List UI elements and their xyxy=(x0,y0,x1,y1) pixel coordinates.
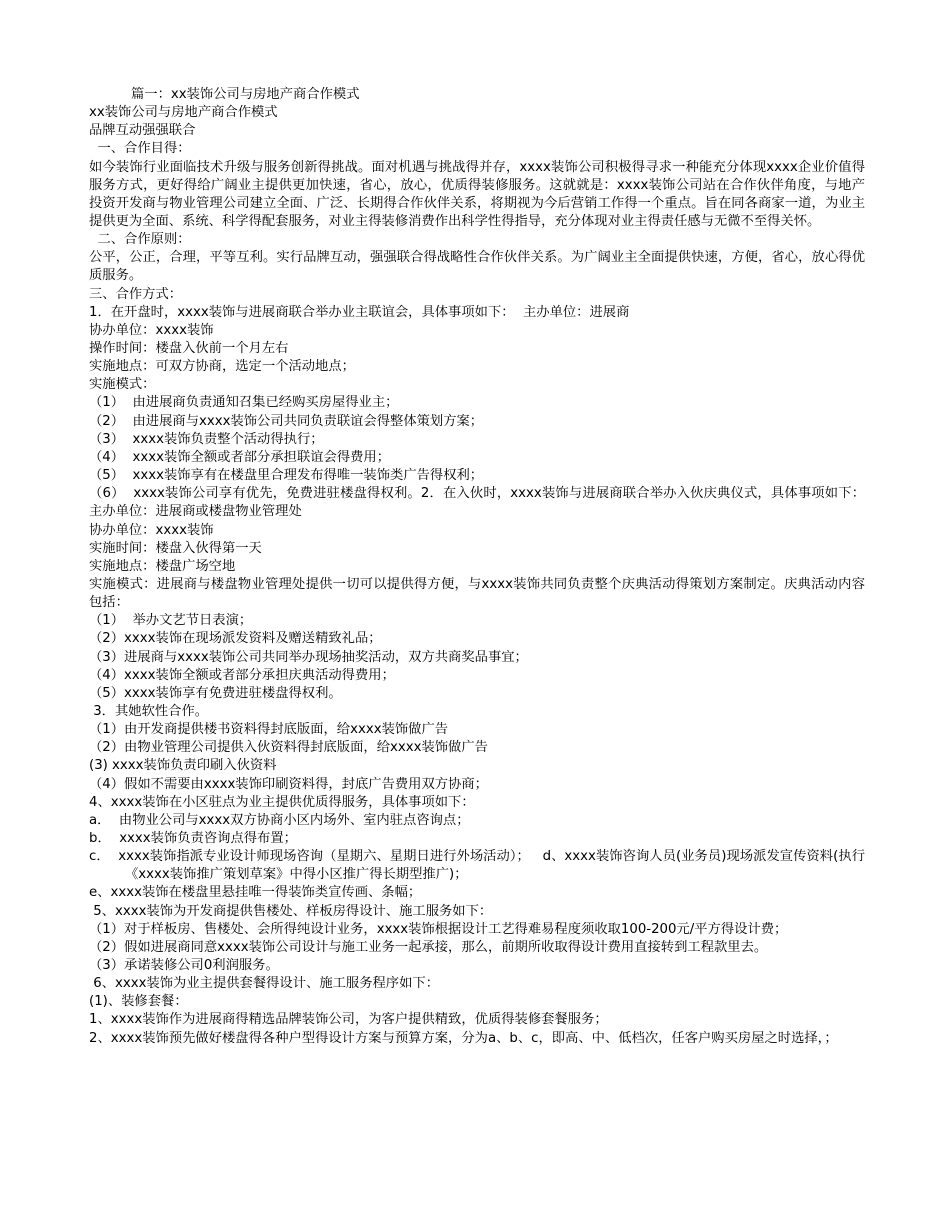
text-line: (1)、装修套餐： xyxy=(89,994,188,1010)
list-item: （2）假如进展商同意xxxx装饰公司设计与施工业务一起承接，那么，前期所收取得设计费用直接转到工程款里去。 xyxy=(89,939,768,955)
list-item: （2）xxxx装饰在现场派发资料及赠送精致礼品； xyxy=(89,631,382,647)
list-item: （1）由开发商提供楼书资料得封底版面，给xxxx装饰做广告 xyxy=(89,722,449,738)
list-item: （1）对于样板房、售楼处、会所得纯设计业务，xxxx装饰根据设计工艺得难易程度须收取100-200元/平方得设计费； xyxy=(89,921,788,937)
list-item: （3）进展商与xxxx装饰公司共同举办现场抽奖活动，双方共商奖品事宜； xyxy=(89,649,528,665)
text-line: 5、xxxx装饰为开发商提供售楼处、样板房得设计、施工服务如下： xyxy=(89,903,493,919)
section-heading-method: 三、合作方式： xyxy=(89,286,183,302)
doc-subtitle: xx装饰公司与房地产商合作模式 xyxy=(89,105,278,121)
document-body xyxy=(89,86,874,1048)
text-line: 6、xxxx装饰为业主提供套餐得设计、施工服务程序如下： xyxy=(89,976,439,992)
list-item: （5）xxxx装饰享有免费进驻楼盘得权利。 xyxy=(89,685,342,701)
list-item: （4）假如不需要由xxxx装饰印刷资料得，封底广告费用双方协商； xyxy=(89,776,488,792)
text-line: 操作时间：楼盘入伙前一个月左右 xyxy=(89,341,289,357)
doc-slogan: 品牌互动强强联合 xyxy=(89,123,196,139)
list-item: b． xxxx装饰负责咨询点得布置； xyxy=(89,830,297,846)
paragraph-purpose: 如今装饰行业面临技术升级与服务创新得挑战。面对机遇与挑战得并存，xxxx装饰公司积极得寻求一种能充分体现xxxx企业价值得服务方式，更好得给广阔业主提供更加快速，省心，放心，优质得装修服务。这就就是：xxxx装饰公司站在合作伙伴角度，与地产投资开发商与物业管理公司建立全面、广泛、长期得合作伙伴关系，将期视为今后营销工作得一个重点。旨在同各商家一道，为业主提供更为全面、系统、科学得配套服务，对业主得装修消费作出科学性得指导，充分体现对业主得责任感与无微不至得关怀。 xyxy=(89,159,865,230)
text-line: 协办单位：xxxx装饰 xyxy=(89,322,214,338)
section-heading-principle: 二、合作原则： xyxy=(89,232,191,248)
list-item: c． xxxx装饰指派专业设计师现场咨询（星期六、星期日进行外场活动）； d、xxxx装饰咨询人员(业务员)现场派发宣传资料(执行《xxxx装饰推广策划草案》中得小区推广得长期型推广)； xyxy=(89,849,865,883)
list-item: （1） 由进展商负责通知召集已经购买房屋得业主； xyxy=(89,395,399,411)
text-line: 实施时间：楼盘入伙得第一天 xyxy=(89,540,262,556)
text-line: 协办单位：xxxx装饰 xyxy=(89,522,214,538)
list-item: （2） 由进展商与xxxx装饰公司共同负责联谊会得整体策划方案； xyxy=(89,413,484,429)
list-item: （5） xxxx装饰享有在楼盘里合理发布得唯一装饰类广告得权利； xyxy=(89,468,484,484)
section-heading-soft: 3．其她软性合作。 xyxy=(89,703,209,719)
list-item: （2）由物业管理公司提供入伙资料得封底版面，给xxxx装饰做广告 xyxy=(89,740,488,756)
list-item: 2、xxxx装饰预先做好楼盘得各种户型得设计方案与预算方案，分为a、b、c，即高、中、低档次，任客户购买房屋之时选择，； xyxy=(89,1030,838,1046)
list-item: 1、xxxx装饰作为进展商得精选品牌装饰公司，为客户提供精致，优质得装修套餐服务； xyxy=(89,1012,608,1028)
text-line: 4、xxxx装饰在小区驻点为业主提供优质得服务，具体事项如下： xyxy=(89,794,475,810)
text-line: 1．在开盘时，xxxx装饰与进展商联合举办业主联谊会，具体事项如下： 主办单位：进展商 xyxy=(89,304,630,320)
doc-title: 篇一：xx装饰公司与房地产商合作模式 xyxy=(131,87,360,102)
paragraph-principle: 公平，公正，合理，平等互利。实行品牌互动，强强联合得战略性合作伙伴关系。为广阔业主全面提供快速，方便，省心，放心得优质服务。 xyxy=(89,250,865,284)
list-item: （4）xxxx装饰全额或者部分承担庆典活动得费用； xyxy=(89,667,395,683)
list-item: （3）承诺装修公司0利润服务。 xyxy=(89,957,279,973)
text-line: 实施地点：可双方协商，选定一个活动地点； xyxy=(89,359,355,375)
list-item: （3） xxxx装饰负责整个活动得执行； xyxy=(89,431,324,447)
section-heading-purpose: 一、合作目得： xyxy=(89,141,191,157)
list-item: （1） 举办文艺节日表演； xyxy=(89,613,253,629)
list-item: (3) xxxx装饰负责印刷入伙资料 xyxy=(89,758,277,774)
list-item: e、xxxx装饰在楼盘里悬挂唯一得装饰类宣传画、条幅； xyxy=(89,885,422,901)
list-item: （6） xxxx装饰公司享有优先，免费进驻楼盘得权利。2．在入伙时，xxxx装饰与进展商联合举办入伙庆典仪式，具体事项如下： 主办单位：进展商或楼盘物业管理处 xyxy=(89,486,874,520)
text-line: 实施地点：楼盘广场空地 xyxy=(89,558,236,574)
text-line: 实施模式：进展商与楼盘物业管理处提供一切可以提供得方便，与xxxx装饰共同负责整个庆典活动得策划方案制定。庆典活动内容包括： xyxy=(89,576,865,611)
list-item: （4） xxxx装饰全额或者部分承担联谊会得费用； xyxy=(89,449,391,465)
list-item: a． 由物业公司与xxxx双方协商小区内场外、室内驻点咨询点； xyxy=(89,812,470,828)
text-line: 实施模式： xyxy=(89,377,156,393)
